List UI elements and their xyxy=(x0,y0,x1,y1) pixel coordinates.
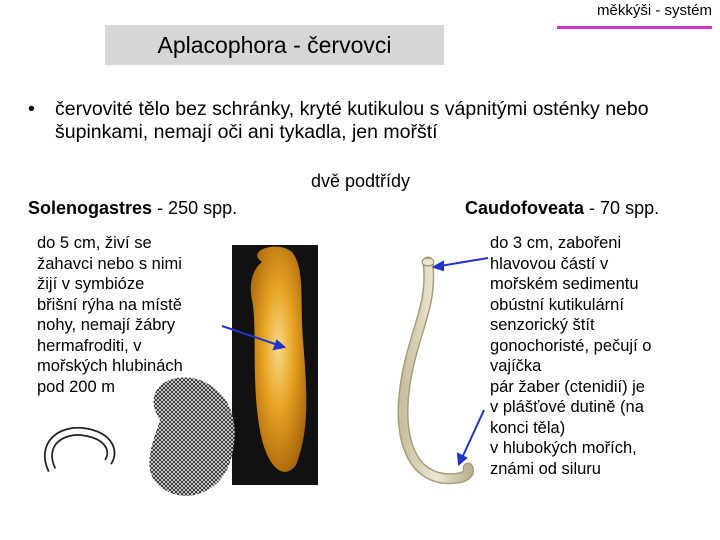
description-line: nohy, nemají žábry xyxy=(37,316,176,334)
description-line: obústní kutikulární xyxy=(490,295,624,314)
description-line: žahavci nebo s nimi xyxy=(37,254,182,273)
summary-text: červovité tělo bez schránky, kryté kutikulou s vápnitými osténky nebo šupinkami, nemají oči ani tykadla, jen mořští xyxy=(55,98,649,143)
arrow-head-icon xyxy=(434,262,443,270)
title-group-name: Aplacophora xyxy=(157,31,287,58)
description-line: mořském sedimentu xyxy=(490,275,639,293)
description-line: hlavovou částí v xyxy=(490,254,609,273)
bullet-marker: • xyxy=(28,98,35,120)
caudofoveate-photo xyxy=(403,258,468,479)
description-line: konci těla) xyxy=(490,418,566,437)
species-count: - 70 spp. xyxy=(589,198,660,218)
title-czech-name: - červovci xyxy=(293,31,392,58)
description-line: vajíčka xyxy=(490,357,542,375)
description-line: žijí v symbióze xyxy=(37,275,145,293)
section-tag: měkkýši - systém xyxy=(596,2,712,19)
arrow-ctenidia xyxy=(462,410,484,458)
description-line: v hlubokých mořích, xyxy=(490,439,637,457)
solenogaster-drawing xyxy=(48,377,234,495)
arrow-oral-shield xyxy=(440,258,488,266)
arrow-head-icon xyxy=(458,454,466,464)
description-line: pár žaber (ctenidií) je xyxy=(490,377,645,396)
description-line: mořských hlubinách xyxy=(37,357,183,375)
description-line: břišní rýha na místě xyxy=(37,295,182,314)
subclass-name: Solenogastres xyxy=(28,198,153,218)
description-line: senzorický štít xyxy=(490,316,595,334)
solenogaster-photo xyxy=(232,245,318,485)
description-line: do 3 cm, zabořeni xyxy=(490,234,622,252)
description-line: do 5 cm, živí se xyxy=(37,234,152,252)
description-line: gonochoristé, pečují o xyxy=(490,336,652,355)
subclass-name: Caudofoveata xyxy=(465,198,585,218)
species-count: - 250 spp. xyxy=(157,198,238,218)
description-line: pod 200 m xyxy=(37,377,115,396)
subclass-note: dvě podtřídy xyxy=(311,171,411,191)
description-line: v plášťové dutině (na xyxy=(490,398,644,416)
description-line: hermafroditi, v xyxy=(37,336,142,355)
description-line: známi od siluru xyxy=(490,459,601,478)
